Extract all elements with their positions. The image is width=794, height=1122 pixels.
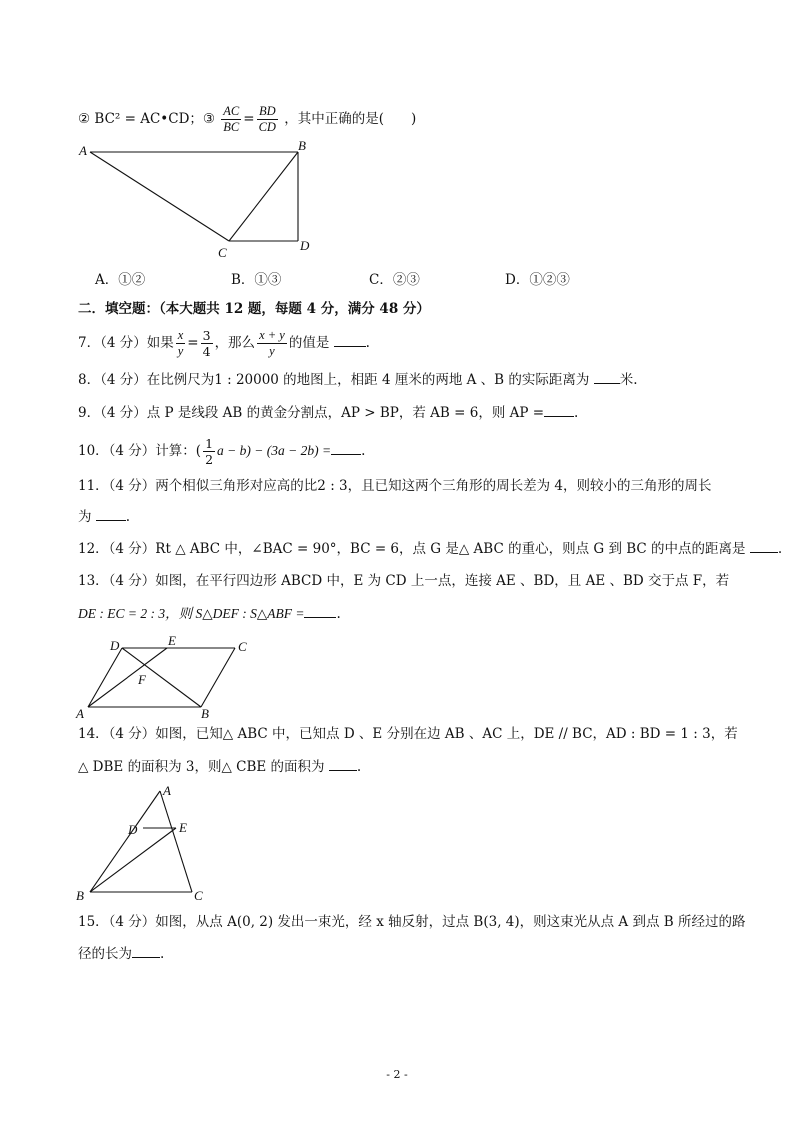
q7-mid: ，那么 — [214, 335, 256, 351]
q9: 9．（4 分）点 P 是线段 AB 的黄金分割点，AP > BP，若 AB = 6，则 AP = . — [78, 405, 579, 421]
q13-line-2: DE : EC = 2 : 3，则 S△DEF : S△ABF = . — [78, 606, 341, 622]
q13-label-b: B — [201, 706, 209, 721]
q7-fraction-x-y: $\frac{x}{y}$ — [177, 328, 184, 358]
q13-line-1: 13．（4 分）如图，在平行四边形 ABCD 中，E 为 CD 上一点，连接 AE 、BD，且 AE 、BD 交于点 F，若 — [78, 573, 730, 589]
q11-line-2-text: 为 — [78, 509, 92, 525]
q15-line-2: 径的长为 . — [78, 946, 165, 962]
q12: 12．（4 分）Rt △ ABC 中，∠BAC = 90°，BC = 6，点 G 是△ ABC 的重心，则点 G 到 BC 的中点的距离是 . — [78, 541, 783, 557]
q14-label-e: E — [179, 820, 187, 835]
q14-label-d: D — [128, 822, 138, 837]
q6-label-b: B — [298, 138, 306, 153]
q6-option-a: A．①② — [95, 272, 146, 288]
q14-label-c: C — [194, 888, 203, 903]
section-2-heading: 二．填空题：（本大题共 12 题，每题 4 分，满分 48 分） — [78, 301, 430, 317]
q11-line-1: 11．（4 分）两个相似三角形对应高的比2 : 3，且已知这两个三角形的周长差为 4，则较小的三角形的周长 — [78, 478, 712, 494]
q14-line-2: △ DBE 的面积为 3，则△ CBE 的面积为 . — [78, 759, 362, 775]
q8-text: 8．（4 分）在比例尺为1 : 20000 的地图上，相距 4 厘米的两地 A 、B 的实际距离为 — [78, 372, 590, 388]
q15-line-1: 15．（4 分）如图，从点 A(0, 2) 发出一束光，经 x 轴反射，过点 B(3, 4)，则这束光从点 A 到点 B 所经过的路 — [78, 914, 746, 930]
q15-line-2-text: 径的长为 — [78, 946, 132, 962]
q13-label-a: A — [76, 706, 84, 721]
q9-text: 9．（4 分）点 P 是线段 AB 的黄金分割点，AP > BP，若 AB = 6，则 AP = — [78, 405, 545, 421]
q13-label-e: E — [168, 633, 176, 648]
q8-suffix: 米. — [619, 372, 638, 388]
q10-expression: a − b) − (3a − 2b) = — [217, 443, 332, 458]
q6-stmt2: ② BC² = AC•CD；③ — [78, 111, 215, 127]
q6-label-d: D — [300, 238, 310, 253]
q13-label-f: F — [138, 672, 146, 687]
q13-label-d: D — [110, 638, 120, 653]
q10-prefix: 10．（4 分）计算：( — [78, 443, 202, 459]
q6-option-d: D．①②③ — [505, 272, 570, 288]
q13-label-c: C — [238, 639, 247, 654]
q6-fraction-bd-cd: $\frac{BD}{CD}$ — [258, 104, 276, 134]
q6-option-b: B．①③ — [231, 272, 282, 288]
q11-line-2: 为 . — [78, 509, 131, 525]
q7-fraction-xy-y: $\frac{x + y}{y}$ — [259, 328, 285, 358]
q6-label-c: C — [218, 245, 227, 260]
q7: 7．（4 分）如果 $\frac{x}{y}$ = $\frac{3}{4}$ ，那么 $\frac{x + y}{y}$ 的值是 . — [78, 328, 370, 359]
q14-label-b: B — [76, 888, 84, 903]
q14-line-1: 14．（4 分）如图，已知△ ABC 中，已知点 D 、E 分别在边 AB 、AC 上，DE // BC，AD : BD = 1 : 3，若 — [78, 726, 738, 742]
q13-line-2-text: DE : EC = 2 : 3，则 S△DEF : S△ABF = — [78, 606, 305, 621]
q14-label-a: A — [163, 783, 171, 798]
q6-label-a: A — [79, 143, 87, 158]
q6-statements: ② BC² = AC•CD；③ $\frac{AC}{BC}$ = $\frac{BD}{CD}$ ，其中正确的是( ) — [78, 104, 417, 134]
q6-fraction-ac-bc: $\frac{AC}{BC}$ — [223, 104, 240, 134]
page-number: - 2 - — [386, 1068, 408, 1081]
q10: 10．（4 分）计算：( $\frac{1}{2}$ a − b) − (3a − 2b) = . — [78, 436, 366, 467]
q6-tail: ，其中正确的是( ) — [284, 111, 417, 127]
q14-line-2-text: △ DBE 的面积为 3，则△ CBE 的面积为 — [78, 759, 325, 775]
q10-fraction-1-2: $\frac{1}{2}$ — [205, 436, 214, 467]
q7-prefix: 7．（4 分）如果 — [78, 335, 174, 351]
q7-suffix: 的值是 — [288, 335, 330, 351]
q7-fraction-3-4: $\frac{3}{4}$ — [202, 328, 211, 359]
q12-text: 12．（4 分）Rt △ ABC 中，∠BAC = 90°，BC = 6，点 G 是△ ABC 的重心，则点 G 到 BC 的中点的距离是 — [78, 541, 746, 557]
q7-equals: = — [187, 335, 199, 351]
q6-option-c: C．②③ — [369, 272, 420, 288]
q15-answer-blank — [132, 957, 160, 958]
